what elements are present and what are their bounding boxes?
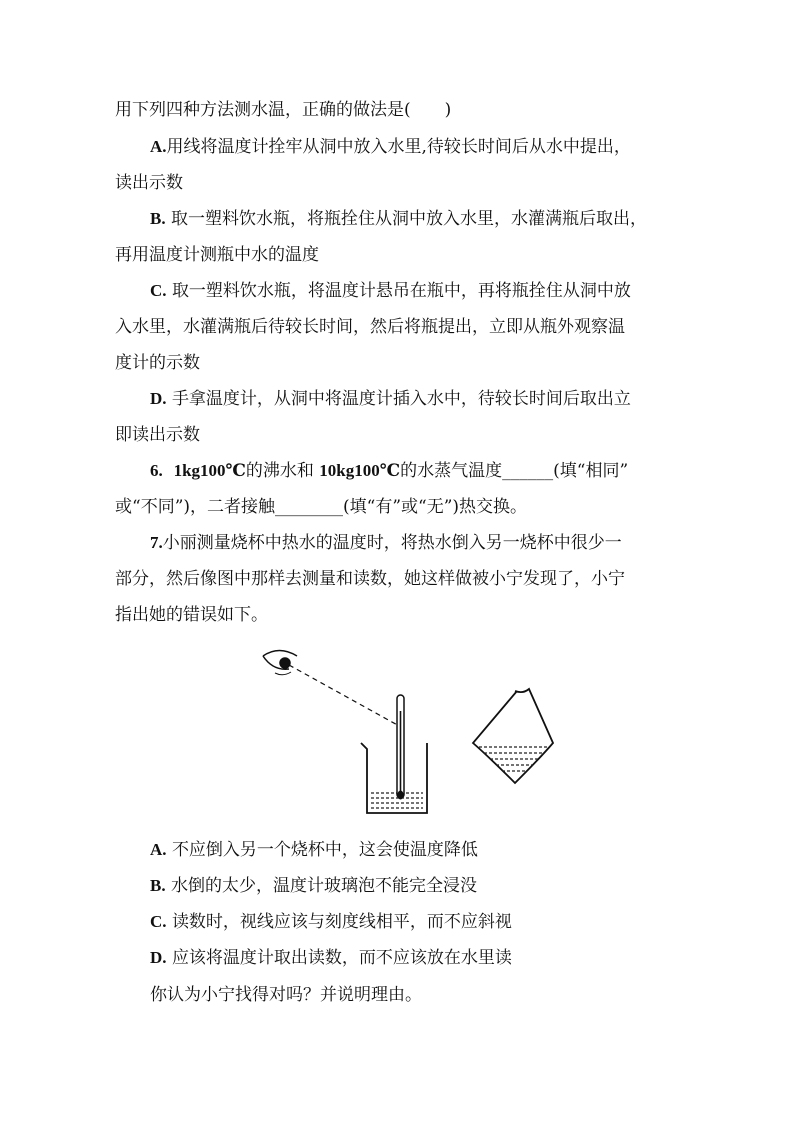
- beaker-icon: [361, 743, 427, 813]
- q7-line3: 指出她的错误如下。: [115, 605, 268, 625]
- q5-option-c-cont2: 度计的示数: [115, 353, 200, 373]
- thermometer-icon: [397, 695, 404, 800]
- q7-option-b: B. 水倒的太少，温度计玻璃泡不能完全浸没: [150, 876, 477, 896]
- q5-stem: 用下列四种方法测水温，正确的做法是( ): [115, 100, 452, 120]
- q5-option-c-cont1: 入水里，水灌满瓶后待较长时间，然后将瓶提出，立即从瓶外观察温: [115, 317, 625, 337]
- sight-line: [289, 665, 401, 727]
- q5-option-a: A.用线将温度计拴牢从洞中放入水里,待较长时间后从水中提出，: [150, 137, 631, 157]
- q5-option-b-cont: 再用温度计测瓶中水的温度: [115, 245, 319, 265]
- q7-option-a: A. 不应倒入另一个烧杯中，这会使温度降低: [150, 840, 478, 860]
- q7-option-c: C. 读数时，视线应该与刻度线相平，而不应斜视: [150, 912, 512, 932]
- q7-question: 你认为小宁找得对吗？并说明理由。: [150, 985, 422, 1005]
- eye-icon: [263, 651, 297, 675]
- q5-option-d-cont: 即读出示数: [115, 425, 200, 445]
- q7-line2: 部分，然后像图中那样去测量和读数，她这样做被小宁发现了，小宁: [115, 569, 625, 589]
- q6-line2: 或“不同”)，二者接触________(填“有”或“无”)热交换。: [115, 497, 528, 517]
- q5-option-a-cont: 读出示数: [115, 173, 183, 193]
- q6-line1: 6. 1kg100℃的沸水和 10kg100℃的水蒸气温度______(填“相同”: [150, 461, 629, 481]
- q5-option-b: B. 取一塑料饮水瓶，将瓶拴住从洞中放入水里，水灌满瓶后取出，: [150, 209, 647, 229]
- q5-option-c: C. 取一塑料饮水瓶，将温度计悬吊在瓶中，再将瓶拴住从洞中放: [150, 281, 631, 301]
- thermometer-figure: [255, 645, 555, 820]
- q7-line1: 7.小丽测量烧杯中热水的温度时，将热水倒入另一烧杯中很少一: [150, 533, 622, 553]
- funnel-beaker-icon: [473, 689, 553, 783]
- q5-option-d: D. 手拿温度计，从洞中将温度计插入水中，待较长时间后取出立: [150, 389, 631, 409]
- q7-option-d: D. 应该将温度计取出读数，而不应该放在水里读: [150, 948, 512, 968]
